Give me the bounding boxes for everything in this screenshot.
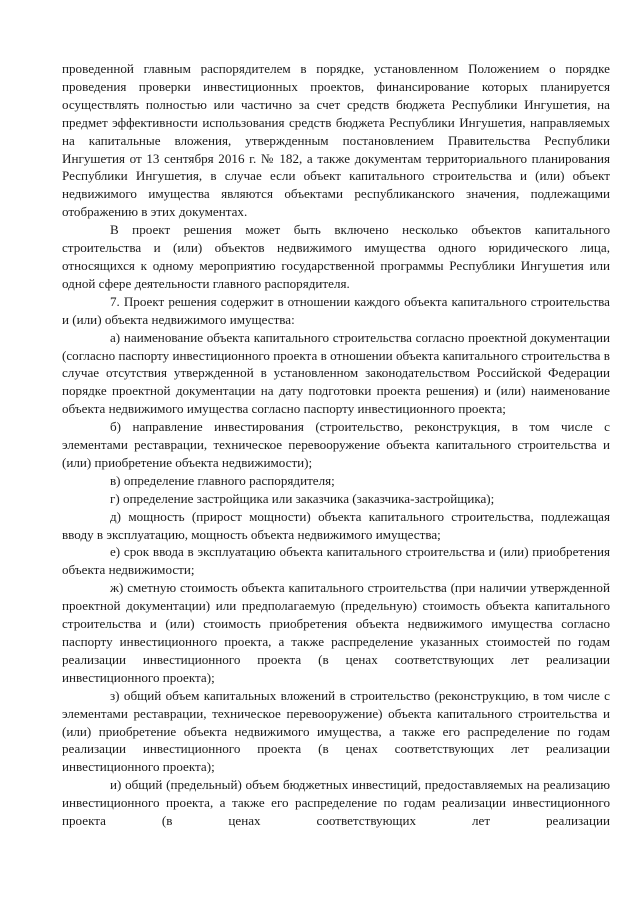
paragraph-continuation: проведенной главным распорядителем в порядке, установленном Положением о порядке проведения проверки инвестиционных проектов, финансирование которых планируется осуществлять полностью или частично за счет средств бюджета Республики Ингушетия, на предмет эффективности использования средств бюджета Республики Ингушетия, направляемых на капитальные вложения, утвержденным постановлением Правительства Республики Ингушетия от 13 сентября 2016 г. № 182, а также документам территориального планирования Республики Ингушетия, в случае если объект капитального строительства и (или) объект недвижимого имущества являются объектами республиканского значения, подлежащими отображению в этих документах. [62, 61, 610, 220]
subitem-g: г) определение застройщика или заказчика (заказчика-застройщика); [110, 490, 495, 506]
paragraph-item-7: 7. Проект решения содержит в отношении каждого объекта капитального строительства и (или) объекта недвижимого имущества: [62, 293, 610, 327]
subitem-v: в) определение главного распорядителя; [110, 472, 335, 488]
subitem-e: е) срок ввода в эксплуатацию объекта капитального строительства и (или) приобретения объекта недвижимости; [62, 544, 610, 578]
subitem-a: а) наименование объекта капитального строительства согласно проектной документации (согласно паспорту инвестиционного проекта в отношении объекта капитального строительства в случае отсутствия утвержденной в установленном законодательством Российской Федерации порядке проектной документации на дату подготовки проекта решения) и (или) наименование объекта недвижимого имущества согласно паспорту инвестиционного проекта; [62, 329, 610, 417]
document-body [62, 60, 610, 830]
subitem-i: и) общий (предельный) объем бюджетных инвестиций, предоставляемых на реализацию инвестиционного проекта, а также его распределение по годам реализации инвестиционного проекта (в ценах соответствующих лет реализации [62, 777, 610, 829]
subitem-zh: ж) сметную стоимость объекта капитального строительства (при наличии утвержденной проектной документации) или предполагаемую (предельную) стоимость объекта капитального строительства и (или) стоимость приобретения объекта недвижимого имущества согласно паспорту инвестиционного проекта, а также распределение указанных стоимостей по годам реализации инвестиционного проекта (в ценах соответствующих лет реализации инвестиционного проекта); [62, 580, 610, 685]
paragraph-multiple-objects: В проект решения может быть включено несколько объектов капитального строительства и (или) объектов недвижимого имущества одного юридического лица, относящихся к одному мероприятию государственной программы Республики Ингушетия или одной сфере деятельности главного распорядителя. [62, 222, 610, 291]
subitem-d: д) мощность (прирост мощности) объекта капитального строительства, подлежащая вводу в эксплуатацию, мощность объекта недвижимого имущества; [62, 508, 610, 542]
subitem-z: з) общий объем капитальных вложений в строительство (реконструкцию, в том числе с элементами реставрации, техническое перевооружение) объекта капитального строительства и (или) приобретение объекта недвижимого имущества, а также его распределение по годам реализации инвестиционного проекта (в ценах соответствующих лет реализации инвестиционного проекта); [62, 687, 610, 775]
subitem-b: б) направление инвестирования (строительство, реконструкция, в том числе с элементами реставрации, техническое перевооружение объекта капитального строительства и (или) приобретение объекта недвижимости); [62, 419, 610, 470]
